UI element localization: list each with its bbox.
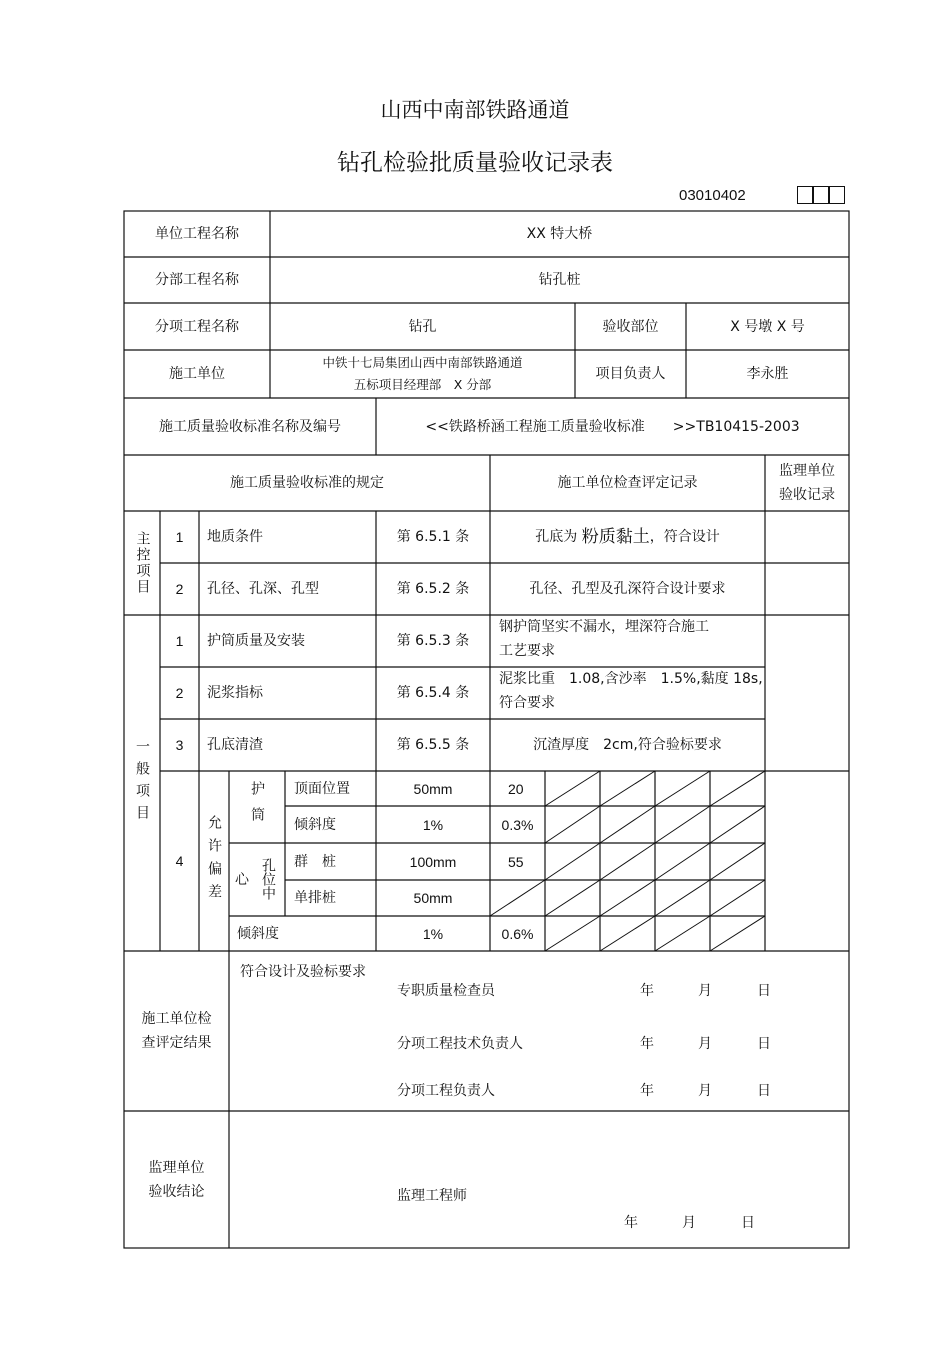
standard-label: 施工质量验收标准名称及编号: [159, 418, 341, 435]
general-row-1-item: 护筒质量及安装: [207, 633, 305, 649]
date-month-1: 月: [698, 983, 712, 999]
pile-center-label-right: 孔位中: [260, 858, 276, 900]
date-month-3: 月: [698, 1083, 712, 1099]
unused-cell-strike: [600, 843, 655, 880]
tol-row-4-allowed: 50mm: [413, 890, 453, 906]
tol-row-5-measured[interactable]: 0.6%: [501, 925, 534, 942]
general-items-group-label: 一般项目: [134, 739, 150, 827]
main-row-1-record[interactable]: 孔底为 粉质黏土 ，符合设计: [535, 527, 720, 547]
unused-cell-strike: [600, 916, 655, 951]
unused-cell-strike: [710, 771, 765, 806]
signer-quality-inspector: 专职质量检查员: [397, 983, 495, 999]
tol-row-1-name: 顶面位置: [294, 780, 350, 797]
unused-cell-strike: [545, 806, 600, 843]
acceptance-part-label: 验收部位: [602, 318, 659, 335]
signer-subitem-lead: 分项工程负责人: [397, 1083, 495, 1099]
unused-cell-strike: [655, 806, 710, 843]
acceptance-part-value[interactable]: X 号墩 X 号: [730, 318, 805, 335]
general-row-3-item: 孔底清渣: [207, 737, 263, 753]
main-items-group-label: 主控项目: [134, 531, 151, 595]
tol-row-2-allowed: 1%: [422, 816, 444, 833]
signer-technical-lead: 分项工程技术负责人: [397, 1036, 523, 1052]
general-row-2-record[interactable]: 泥浆比重 1.08,含沙率 1.5%,黏度 18s, 符合要求: [499, 671, 763, 711]
unused-cell-strike: [545, 771, 600, 806]
main-row-1-no: 1: [175, 529, 184, 545]
unused-cell-strike: [710, 916, 765, 951]
unused-cell-strike: [655, 843, 710, 880]
unused-cell-strike: [710, 806, 765, 843]
tolerance-label: 允许偏差: [206, 815, 222, 907]
main-row-2-no: 2: [175, 581, 184, 597]
unused-cell-strike: [600, 806, 655, 843]
unused-cell-strike: [490, 880, 545, 916]
unit-project-label: 单位工程名称: [155, 226, 239, 242]
tol-row-2-measured[interactable]: 0.3%: [501, 816, 534, 833]
main-row-2-record[interactable]: 孔径、孔型及孔深符合设计要求: [529, 581, 726, 597]
general-row-1-clause: 第 6.5.3 条: [396, 633, 470, 649]
unused-cell-strike: [710, 880, 765, 916]
supervisor-date-year: 年: [624, 1215, 638, 1231]
date-month-2: 月: [698, 1036, 712, 1052]
form-code: 03010402: [679, 187, 746, 204]
contractor-conclusion[interactable]: 符合设计及验标要求: [240, 964, 366, 980]
record-header: 施工单位检查评定记录: [557, 475, 698, 491]
unused-cell-strike: [655, 880, 710, 916]
main-row-1-item: 地质条件: [207, 529, 263, 545]
unused-cell-strike: [545, 916, 600, 951]
date-day-3: 日: [757, 1083, 771, 1099]
tol-row-3-allowed: 100mm: [409, 853, 457, 870]
pile-center-label-left: 心: [235, 872, 249, 888]
unused-cell-strike: [655, 771, 710, 806]
contractor-value[interactable]: [270, 350, 575, 398]
general-row-3-no: 3: [175, 737, 184, 753]
general-row-3-clause: 第 6.5.5 条: [396, 737, 470, 753]
supervisor-engineer-label: 监理工程师: [397, 1188, 467, 1204]
contractor-line1: 中铁十七局集团山西中南部铁路通道: [322, 355, 523, 370]
division-label: 分部工程名称: [155, 272, 239, 288]
spec-header: 施工质量验收标准的规定: [230, 475, 384, 491]
tolerance-no: 4: [175, 853, 184, 869]
contractor-line2: 五标项目经理部 X 分部: [353, 377, 492, 392]
tol-row-3-name: 群 桩: [294, 853, 336, 870]
date-year-1: 年: [640, 983, 654, 999]
supervisor-result-label: 监理单位 验收结论: [148, 1159, 205, 1200]
supervisor-date-day: 日: [741, 1215, 755, 1231]
tol-row-5-allowed: 1%: [422, 925, 444, 942]
page-title: 山西中南部铁路通道: [380, 98, 570, 122]
subitem-label: 分项工程名称: [155, 318, 239, 335]
unused-cell-strike: [545, 843, 600, 880]
subitem-value[interactable]: 钻孔: [408, 318, 437, 335]
supervisor-header: 监理单位 验收记录: [779, 463, 835, 503]
division-value[interactable]: 钻孔桩: [538, 272, 581, 288]
unused-cell-strike: [600, 880, 655, 916]
unused-cell-strike: [545, 880, 600, 916]
tol-row-5-name: 倾斜度: [237, 925, 279, 942]
tol-row-1-allowed: 50mm: [413, 780, 453, 797]
tol-row-1-measured[interactable]: 20: [508, 780, 524, 797]
main-row-2-clause: 第 6.5.2 条: [396, 581, 470, 597]
tol-row-4-name: 单排桩: [294, 890, 336, 906]
general-row-2-item: 泥浆指标: [207, 685, 263, 701]
unused-cell-strike: [600, 771, 655, 806]
date-year-3: 年: [640, 1083, 654, 1099]
manager-value[interactable]: 李永胜: [746, 366, 789, 382]
form-title: 钻孔检验批质量验收记录表: [337, 150, 613, 176]
unused-cell-strike: [710, 843, 765, 880]
general-row-1-record[interactable]: 钢护筒坚实不漏水，埋深符合施工 工艺要求: [499, 619, 709, 659]
tol-row-3-measured[interactable]: 55: [508, 853, 524, 870]
date-year-2: 年: [640, 1036, 654, 1052]
casing-label: 护筒: [249, 781, 265, 833]
unused-cell-strike: [655, 916, 710, 951]
main-row-1-clause: 第 6.5.1 条: [396, 529, 470, 545]
manager-label: 项目负责人: [595, 366, 666, 382]
standard-value[interactable]: <<铁路桥涵工程施工质量验收标准 >>TB10415-2003: [425, 418, 800, 435]
date-day-2: 日: [757, 1036, 771, 1052]
contractor-result-label: 施工单位检 查评定结果: [141, 1011, 212, 1051]
general-row-2-no: 2: [175, 685, 184, 701]
general-row-1-no: 1: [175, 633, 184, 649]
main-row-2-item: 孔径、孔深、孔型: [207, 581, 319, 597]
date-day-1: 日: [757, 983, 771, 999]
general-row-3-record[interactable]: 沉渣厚度 2cm,符合验标要求: [533, 737, 722, 753]
supervisor-date-month: 月: [682, 1215, 696, 1231]
unit-project-value[interactable]: XX 特大桥: [526, 226, 593, 242]
tol-row-2-name: 倾斜度: [294, 816, 336, 833]
contractor-label: 施工单位: [169, 366, 225, 382]
general-row-2-clause: 第 6.5.4 条: [396, 685, 470, 701]
